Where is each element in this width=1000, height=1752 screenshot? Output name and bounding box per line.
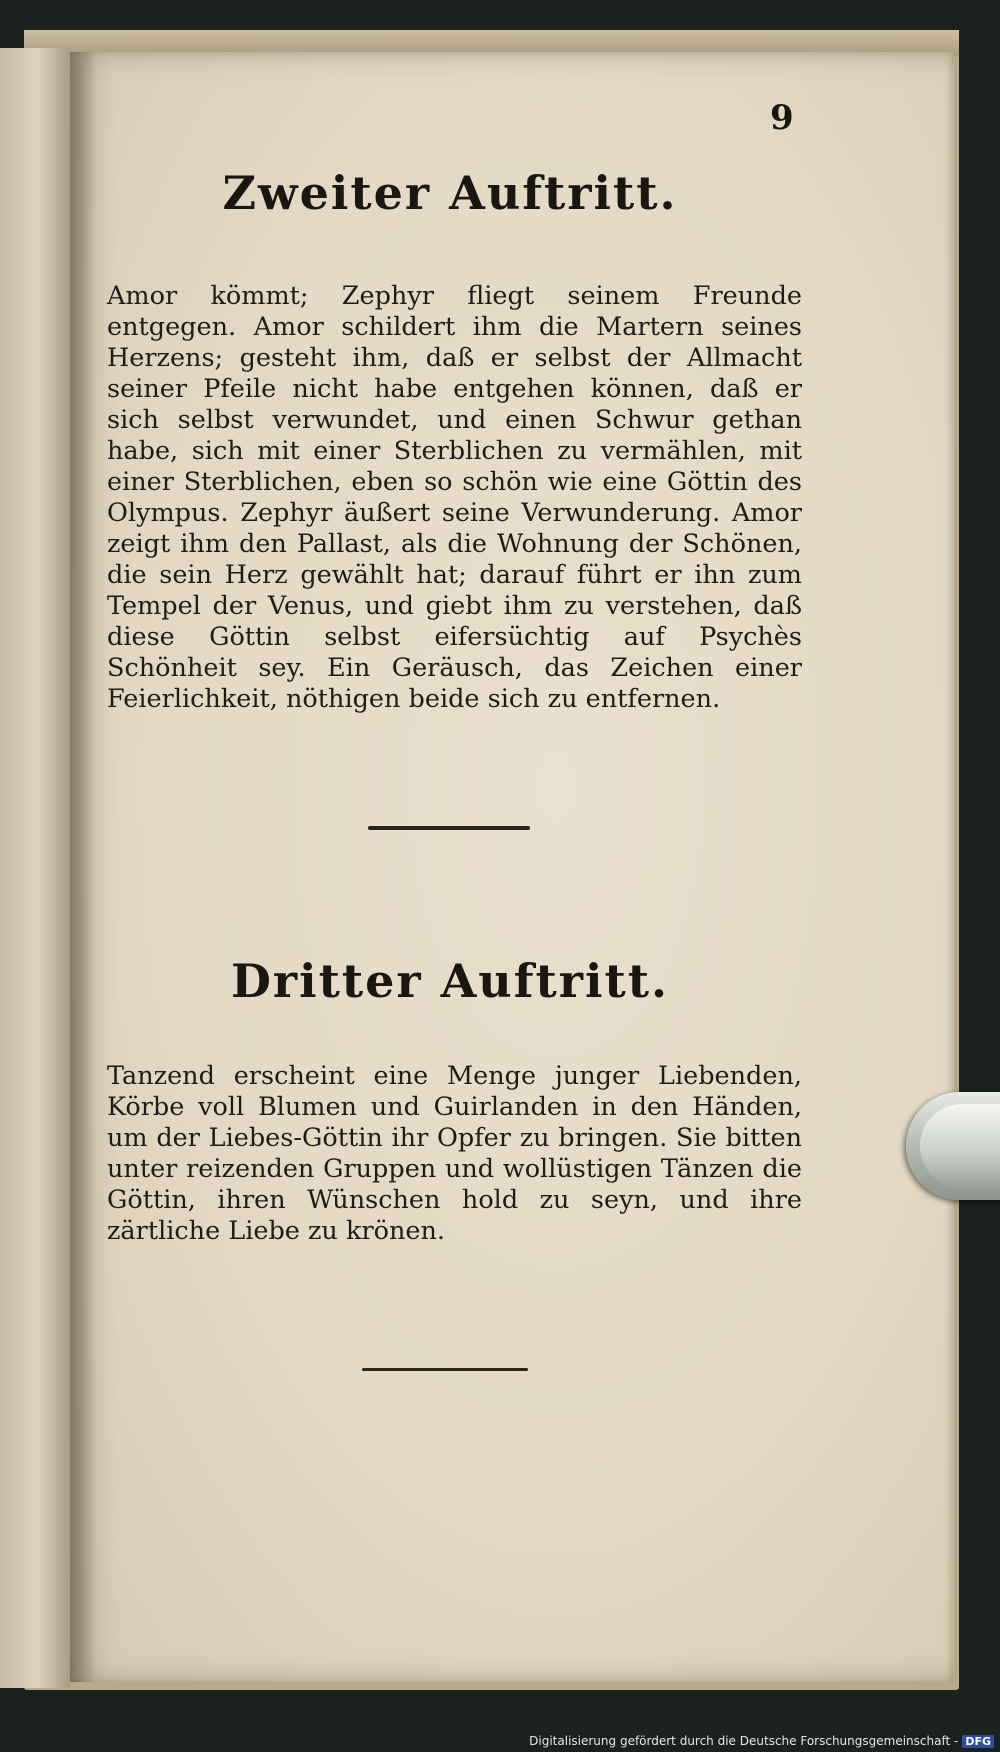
footer-text: Digitalisierung gefördert durch die Deutsche Forschungsgemeinschaft - (529, 1734, 959, 1748)
scene-text-zweiter: Amor kömmt; Zephyr fliegt seinem Freunde entgegen. Amor schildert ihm die Martern seines Herzens; gesteht ihm, daß er selbst der Allmacht seiner Pfeile nicht habe entgehen können, daß er sich selbst verwundet, und einen Schwur gethan habe, sich mit einer Sterblichen zu vermählen, mit einer Sterblichen, eben so schön wie eine Göttin des Olympus. Zephyr äußert seine Verwunderung. Amor zeigt ihm den Pallast, als die Wohnung der Schönen, die sein Herz gewählt hat; darauf führt er ihn zum Tempel der Venus, und giebt ihm zu verstehen, daß diese Göttin selbst eifersüchtig auf Psychès Schönheit sey. Ein Geräusch, das Zeichen einer Feierlichkeit, nöthigen beide sich zu entfernen. (107, 281, 802, 714)
dfg-logo: DFG (962, 1735, 994, 1748)
section-divider (368, 826, 530, 830)
page-clip-highlight (920, 1104, 1000, 1188)
page-gutter (70, 52, 96, 1682)
left-page-edge (0, 48, 70, 1688)
scene-text-dritter: Tanzend erscheint eine Menge junger Liebenden, Körbe voll Blumen und Guirlanden in den Händen, um der Liebes-Göttin ihr Opfer zu bringen. Sie bitten unter reizenden Gruppen und wollüstigen Tänzen die Göttin, ihren Wünschen hold zu seyn, und ihre zärtliche Liebe zu krönen. (107, 1061, 802, 1246)
scene-heading-dritter: Dritter Auftritt. (230, 954, 669, 1008)
scene-heading-zweiter: Zweiter Auftritt. (222, 166, 678, 220)
digitization-footer (529, 1734, 994, 1748)
section-divider-end (362, 1368, 528, 1371)
page-number: 9 (770, 98, 794, 138)
